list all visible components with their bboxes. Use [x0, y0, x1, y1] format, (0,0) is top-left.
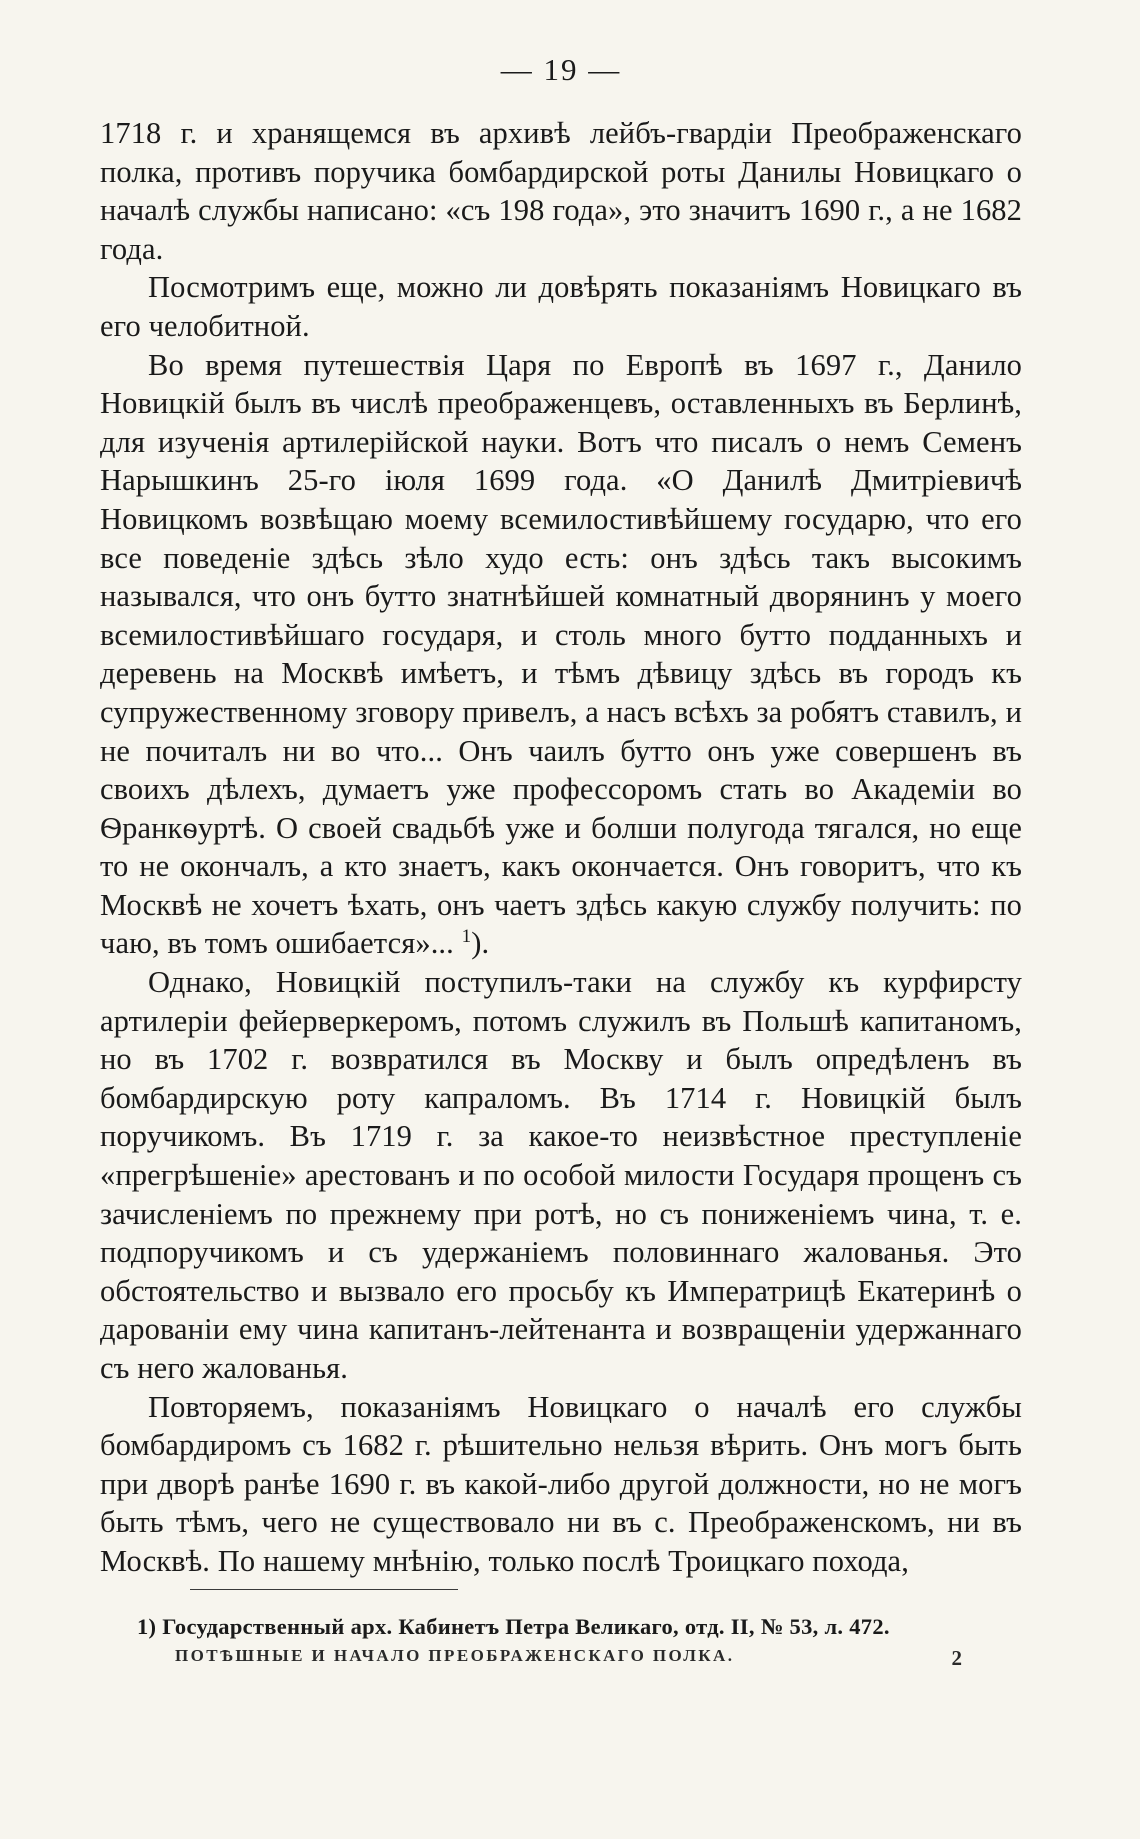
footer-title: ПОТѢШНЫЕ И НАЧАЛО ПРЕОБРАЖЕНСКАГО ПОЛКА.	[175, 1645, 735, 1665]
footnote-reference: 1	[461, 926, 472, 948]
paragraph-3-text: Во время путешествія Царя по Европѣ въ 1697 г., Данило Новицкій былъ въ числѣ преображенцевъ, оставленныхъ въ Берлинѣ, для изученія артилерійской науки. Вотъ что писалъ о немъ Семенъ Нарышкинъ 25-го іюля 1699 года. «О Данилѣ Дмитріевичѣ Новицкомъ возвѣщаю моему всемилостивѣйшему государю, что его все поведеніе здѣсь зѣло худо есть: онъ здѣсь такъ высокимъ назывался, что онъ бутто знатнѣйшей комнатный дворянинъ у моего всемилостивѣйшаго государя, и столь много бутто подданныхъ и деревень на Москвѣ имѣетъ, и тѣмъ дѣвицу здѣсь въ городъ къ супружественному зговору привелъ, а насъ всѣхъ за робятъ ставилъ, и не почиталъ ни во что... Онъ чаилъ бутто онъ уже совершенъ въ своихъ дѣлехъ, думаетъ уже профессоромъ стать во Академіи во Ѳранкѳуртѣ. О своей свадьбѣ уже и болши полугода тягался, но еще то не окончалъ, а кто знаетъ, какъ окончается. Онъ говоритъ, что къ Москвѣ не хочетъ ѣхать, онъ чаетъ здѣсь какую службу получить: по чаю, въ томъ ошибается»...	[100, 347, 1022, 961]
paragraph-5: Повторяемъ, показаніямъ Новицкаго о началѣ его службы бомбардиромъ съ 1682 г. рѣшительно нельзя вѣрить. Онъ могъ быть при дворѣ ранѣе 1690 г. въ какой-либо другой должности, но не могъ быть тѣмъ, чего не существовало ни въ с. Преображенскомъ, ни въ Москвѣ. По нашему мнѣнію, только послѣ Троицкаго похода,	[100, 1389, 1022, 1578]
page-footer	[100, 1646, 1022, 1671]
page-number: — 19 —	[500, 52, 622, 87]
paragraph-2: Посмотримъ еще, можно ли довѣрять показаніямъ Новицкаго въ его челобитной.	[100, 270, 1022, 343]
paragraph-4: Однако, Новицкій поступилъ-таки на службу къ курфирсту артилеріи фейерверкеромъ, потомъ служилъ въ Польшѣ капитаномъ, но въ 1702 г. возвратился въ Москву и былъ опредѣленъ въ бомбардирскую роту капраломъ. Въ 1714 г. Новицкій былъ поручикомъ. Въ 1719 г. за какое-то неизвѣстное преступленіе «прегрѣшеніе» арестованъ и по особой милости Государя прощенъ съ зачисленіемъ по прежнему при ротѣ, но съ пониженіемъ чина, т. е. подпоручикомъ и съ удержаніемъ половиннаго жалованья. Это обстоятельство и вызвало его просьбу къ Императрицѣ Екатеринѣ о дарованіи ему чина капитанъ-лейтенанта и возвращеніи удержаннаго съ него жалованья.	[100, 965, 1022, 1385]
sheet-signature: 2	[951, 1645, 962, 1670]
paragraph-3	[100, 346, 1022, 964]
footnote-reference-tail: ).	[471, 926, 490, 961]
footnote-divider	[190, 1589, 458, 1590]
paragraph-1: 1718 г. и хранящемся въ архивѣ лейбъ-гвардіи Преображенскаго полка, противъ поручика бомбардирской роты Данилы Новицкаго о началѣ службы написано: «съ 198 года», это значитъ 1690 г., а не 1682 года.	[100, 116, 1022, 266]
body-text	[100, 114, 1022, 1581]
footnote	[100, 1612, 1022, 1642]
footnote-text: Государственный арх. Кабинетъ Петра Великаго, отд. II, № 53, л. 472.	[162, 1613, 890, 1639]
footnote-mark: 1)	[137, 1613, 157, 1639]
